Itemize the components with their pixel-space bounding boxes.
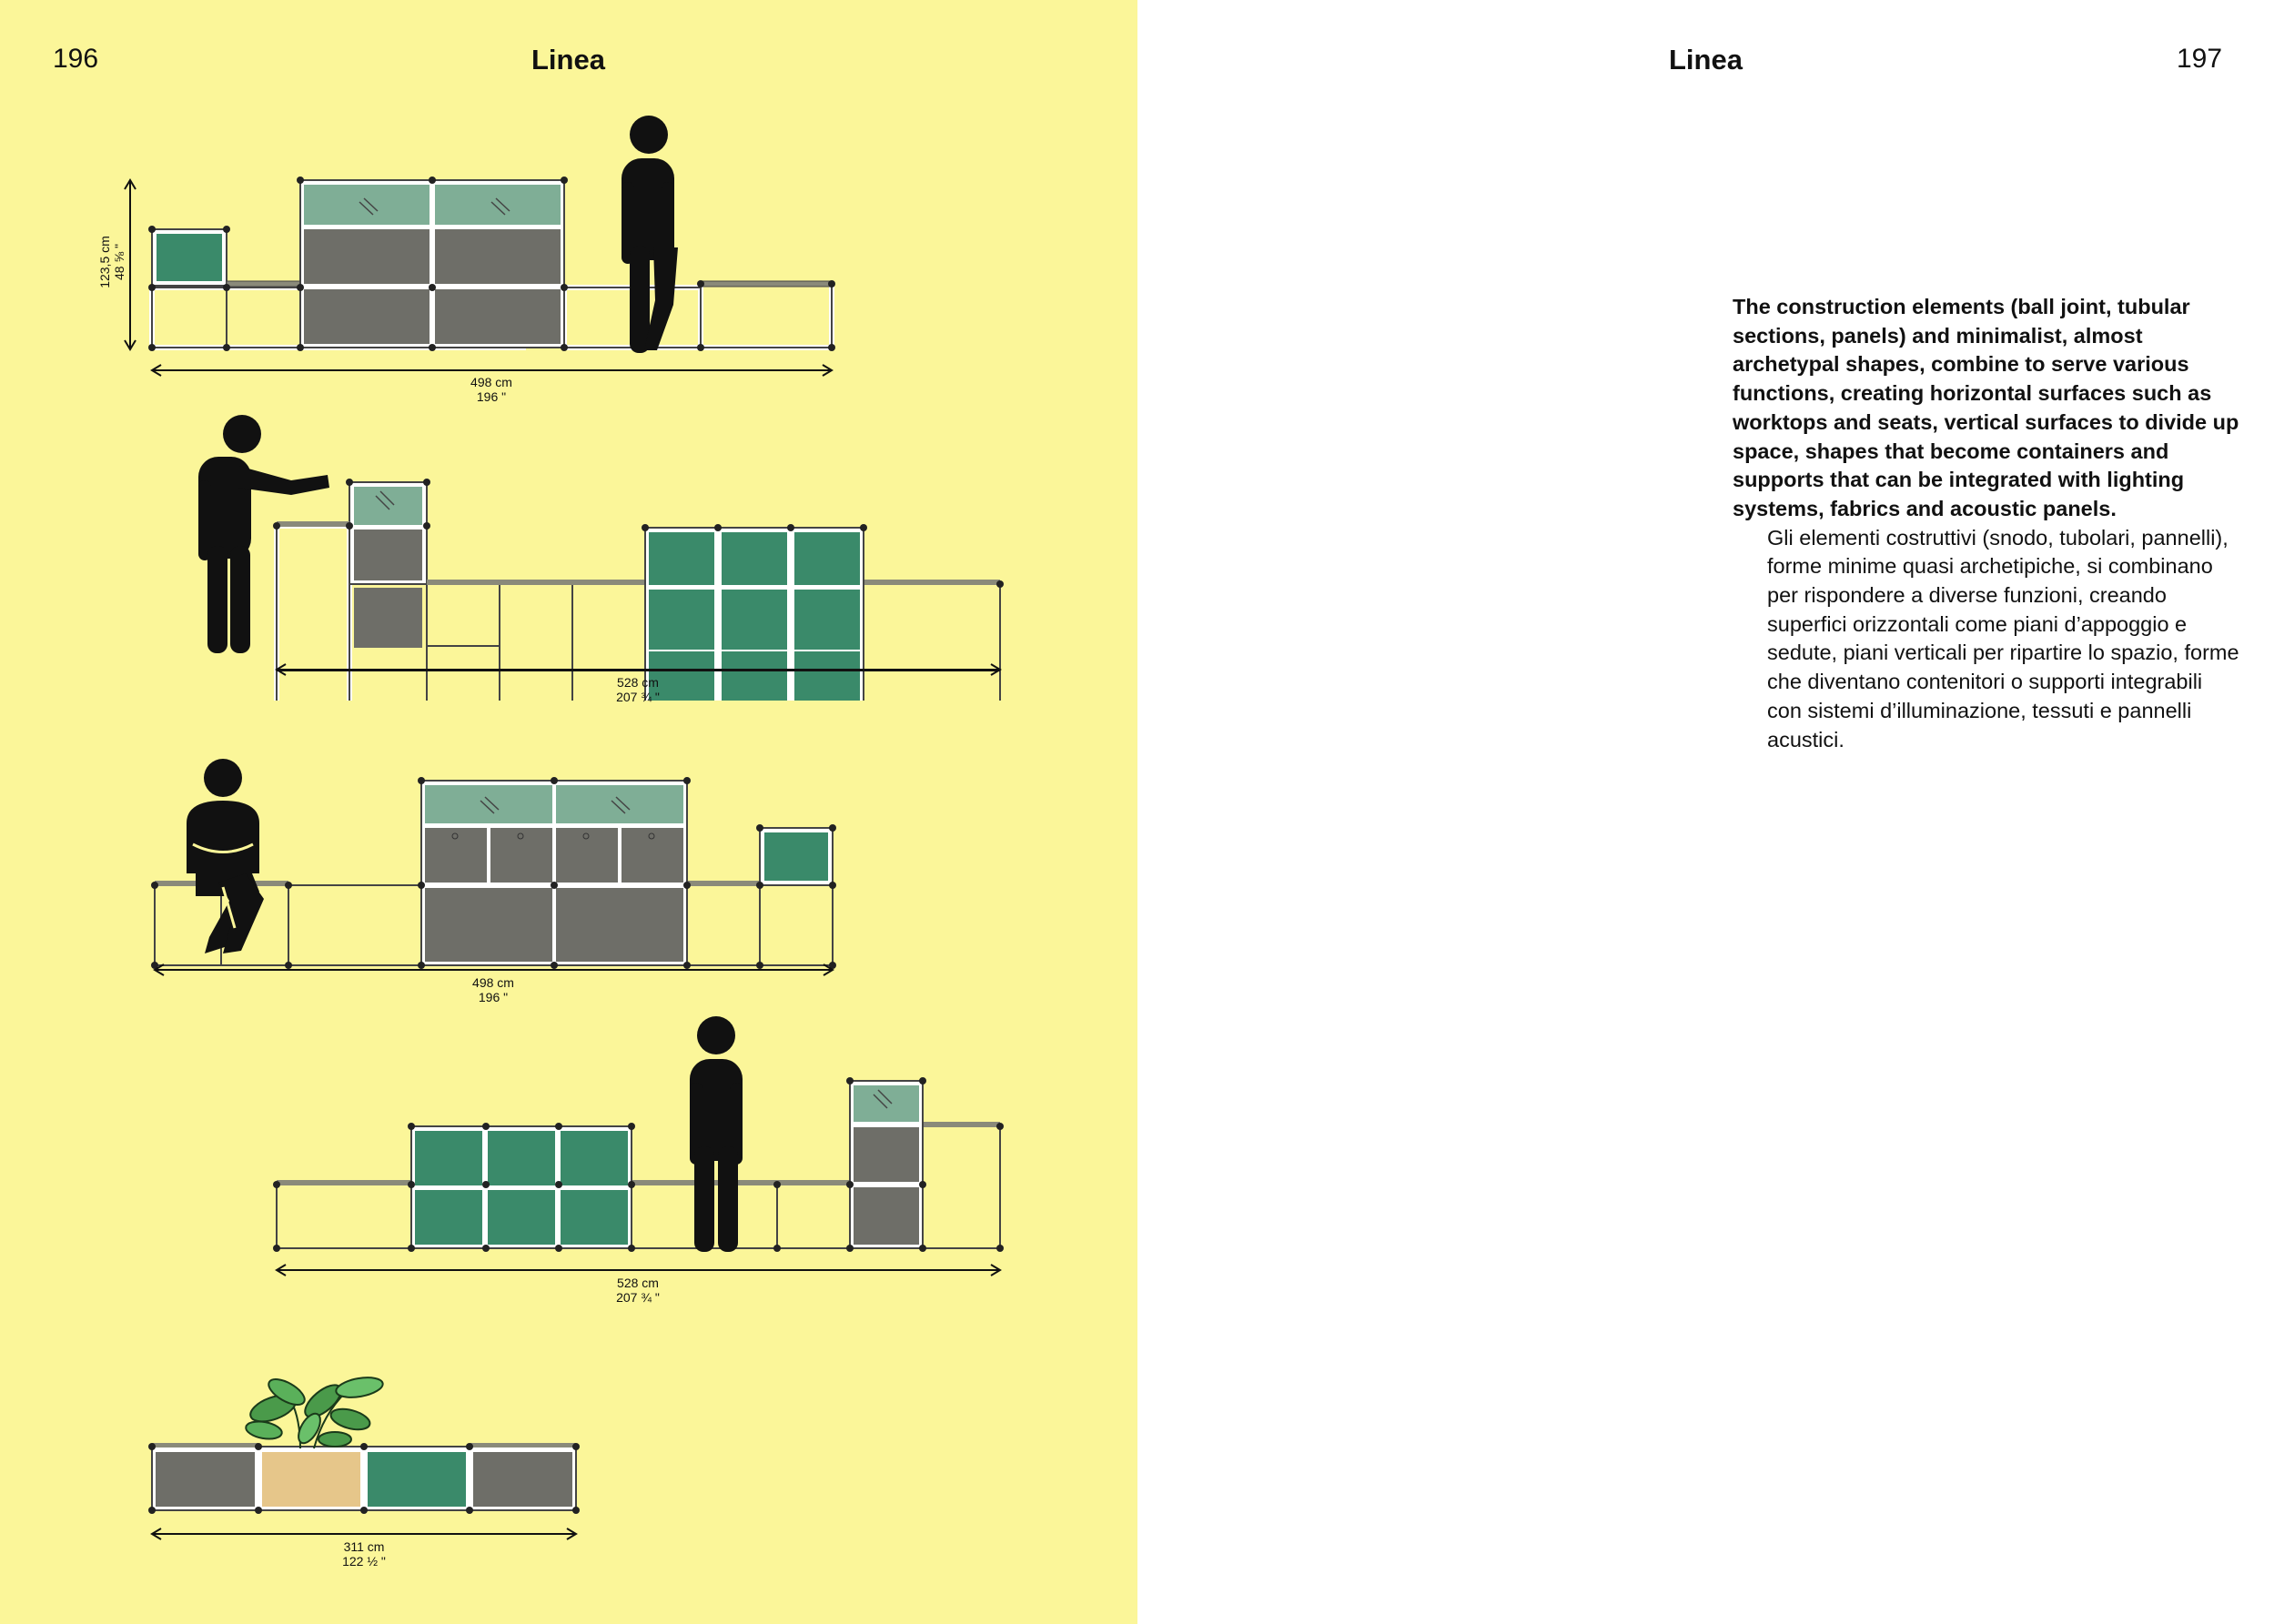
figure-1-height-label: 123,5 cm 48 ⅝ " bbox=[97, 236, 126, 288]
figure-4-width-label: 528 cm 207 ¾ " bbox=[616, 1276, 660, 1305]
page-title-left: Linea bbox=[531, 44, 605, 76]
person-sitting-silhouette bbox=[187, 759, 264, 953]
italian-paragraph: Gli elementi costruttivi (snodo, tubolari, pannelli), forme minime quasi archetipiche, si combinano per rispondere a diverse funzioni, creando superfici orizzontali come piani d’appoggio e sedute, piani verticali per ripartire lo spazio, forme che diventano contenitori o supporti integrabili con sistemi d’illuminazione, tessuti e pannelli acustici. bbox=[1767, 525, 2239, 751]
shelving-figure-5 bbox=[0, 1365, 1137, 1547]
shelving-figure-3 bbox=[0, 746, 1137, 983]
page-number-right: 197 bbox=[2177, 44, 2223, 74]
figure-5-width-label: 311 cm 122 ½ " bbox=[342, 1539, 386, 1569]
figure-4-width-dimension bbox=[0, 1261, 1137, 1288]
plant-illustration bbox=[245, 1374, 385, 1448]
shelving-figure-1 bbox=[0, 0, 1137, 419]
page-number-left: 196 bbox=[53, 44, 99, 74]
figure-3-width-label: 498 cm 196 " bbox=[472, 975, 514, 1004]
shelving-figure-2 bbox=[0, 400, 1137, 701]
figure-2-width-dimension bbox=[0, 661, 1137, 688]
page-title-right: Linea bbox=[1669, 44, 1743, 76]
person-standing-silhouette-2 bbox=[690, 1016, 743, 1252]
figure-3-width-dimension bbox=[0, 961, 1137, 988]
figure-1-width-label: 498 cm 196 " bbox=[470, 375, 512, 404]
figure-5-width-dimension bbox=[0, 1525, 1137, 1552]
english-paragraph: The construction elements (ball joint, tubular sections, panels) and minimalist, almost archetypal shapes, combine to serve various functions, creating horizontal surfaces such as worktops and seats, vertical surfaces to divide up space, shapes that become containers and supports that can be integrated with lighting systems, fabrics and acoustic panels. bbox=[1733, 295, 2239, 520]
person-standing-silhouette bbox=[622, 116, 678, 353]
person-reaching-silhouette bbox=[198, 415, 329, 653]
shelving-figure-4 bbox=[0, 1001, 1137, 1274]
figure-2-width-label: 528 cm 207 ¾ " bbox=[616, 675, 660, 704]
body-text bbox=[1733, 293, 2242, 754]
